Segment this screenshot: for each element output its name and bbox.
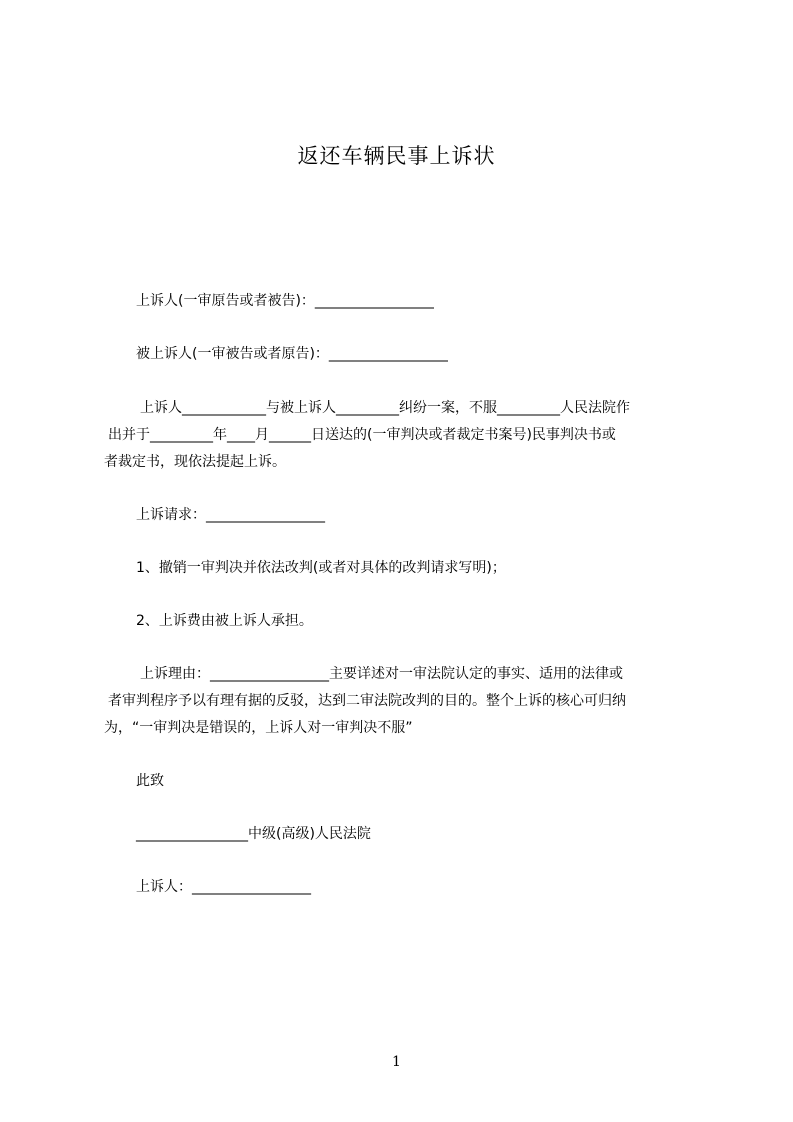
appellee-line: 被上诉人(一审被告或者原告)：_________________ [136, 346, 448, 362]
intro-line-3: 者裁定书，现依法提起上诉。 [104, 454, 286, 470]
request-line: 上诉请求：_________________ [136, 507, 325, 523]
signature-line: 上诉人：_________________ [136, 879, 311, 895]
appellant-line: 上诉人(一审原告或者被告)：_________________ [136, 293, 434, 309]
intro-line-1: 上诉人____________与被上诉人_________纠纷一案，不服_________人民法院作 [140, 400, 630, 416]
request-item-1: 1、撤销一审判决并依法改判(或者对具体的改判请求写明)； [136, 560, 506, 576]
request-item-2: 2、上诉费由被上诉人承担。 [136, 613, 313, 629]
reason-line-1: 上诉理由：_________________主要详述对一审法院认定的事实、适用的法律或 [140, 666, 623, 682]
court-line: ________________中级(高级)人民法院 [136, 826, 371, 842]
document-title: 返还车辆民事上诉状 [297, 144, 496, 168]
reason-line-2: 者审判程序予以有理有据的反驳，达到二审法院改判的目的。整个上诉的核心可归纳 [108, 693, 626, 709]
intro-line-2: 出并于_________年____月______日送达的(一审判决或者裁定书案号)民事判决书或 [108, 427, 616, 443]
reason-line-3: 为，“一审判决是错误的，上诉人对一审判决不服” [104, 720, 413, 736]
closing-line: 此致 [136, 773, 164, 789]
page-number: 1 [392, 1054, 401, 1070]
